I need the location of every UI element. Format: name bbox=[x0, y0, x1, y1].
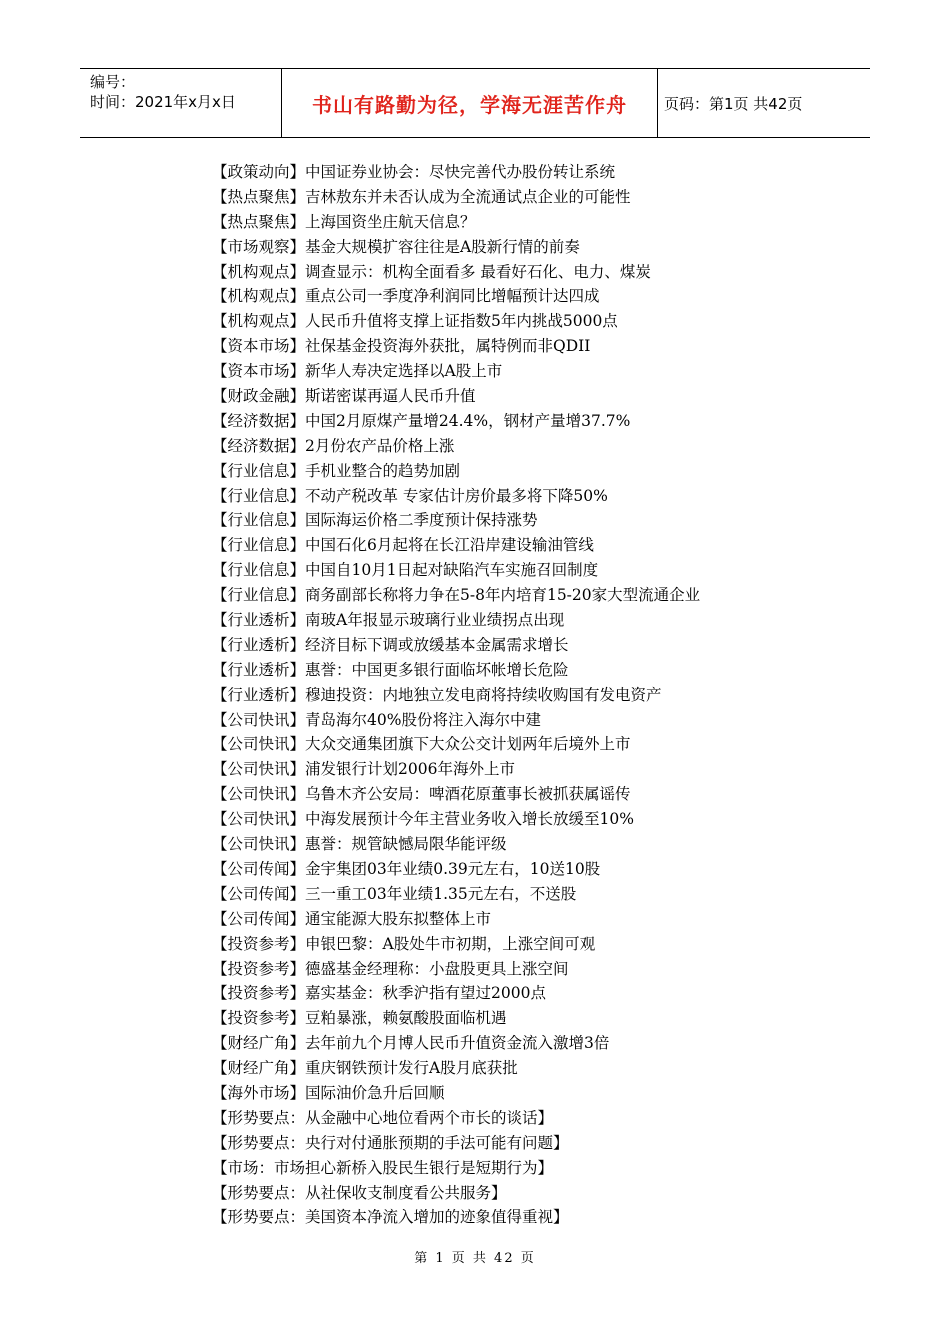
news-headline-item: 【形势要点：从社保收支制度看公共服务】 bbox=[212, 1183, 507, 1202]
header-motto: 书山有路勤为径，学海无涯苦作舟 bbox=[312, 92, 627, 117]
news-headline-item: 【公司快讯】惠誉：规管缺憾局限华能评级 bbox=[212, 835, 507, 854]
news-headline-item: 【形势要点：央行对付通胀预期的手法可能有问题】 bbox=[212, 1133, 569, 1152]
news-headline-item: 【行业信息】不动产税改革 专家估计房价最多将下降50% bbox=[212, 486, 608, 505]
news-headline-item: 【公司传闻】三一重工03年业绩1.35元左右，不送股 bbox=[212, 884, 577, 903]
news-headline-item: 【公司传闻】金宇集团03年业绩0.39元左右，10送10股 bbox=[212, 859, 601, 878]
news-headline-item: 【行业信息】中国石化6月起将在长江沿岸建设输油管线 bbox=[212, 536, 594, 555]
header-page-number: 页码：第1页 共42页 bbox=[664, 94, 803, 113]
news-headline-item: 【行业透析】南玻A年报显示玻璃行业业绩拐点出现 bbox=[212, 611, 565, 630]
news-headline-item: 【政策动向】中国证券业协会：尽快完善代办股份转让系统 bbox=[212, 163, 616, 181]
news-headline-item: 【行业透析】穆迪投资：内地独立发电商将持续收购国有发电资产 bbox=[212, 685, 662, 704]
news-headline-item: 【机构观点】重点公司一季度净利润同比增幅预计达四成 bbox=[212, 287, 600, 306]
news-headline-item: 【公司快讯】青岛海尔40%股份将注入海尔中建 bbox=[212, 710, 541, 729]
news-headline-item: 【热点聚焦】吉林敖东并未否认成为全流通试点企业的可能性 bbox=[212, 187, 631, 206]
news-headline-item: 【资本市场】新华人寿决定选择以A股上市 bbox=[212, 362, 503, 381]
news-headline-item: 【行业信息】商务副部长称将力争在5-8年内培育15-20家大型流通企业 bbox=[212, 586, 701, 605]
page-header bbox=[80, 68, 870, 138]
news-headline-item: 【市场观察】基金大规模扩容往往是A股新行情的前奏 bbox=[212, 237, 580, 256]
page-footer: 第 1 页 共 42 页 bbox=[414, 1251, 536, 1266]
document-number-label: 编号： bbox=[90, 73, 136, 91]
news-headline-item: 【行业透析】经济目标下调或放缓基本金属需求增长 bbox=[212, 635, 569, 654]
news-headline-item: 【机构观点】人民币升值将支撑上证指数5年内挑战5000点 bbox=[212, 312, 618, 331]
news-headline-item: 【行业信息】手机业整合的趋势加剧 bbox=[212, 461, 461, 480]
news-headline-item: 【公司传闻】通宝能源大股东拟整体上市 bbox=[212, 909, 492, 928]
news-headline-item: 【财经广角】去年前九个月博人民币升值资金流入激增3倍 bbox=[212, 1034, 610, 1053]
news-headline-item: 【形势要点：美国资本净流入增加的迹象值得重视】 bbox=[212, 1208, 569, 1227]
news-headline-item: 【机构观点】调查显示：机构全面看多 最看好石化、电力、煤炭 bbox=[212, 262, 651, 281]
header-page-cell bbox=[658, 69, 876, 137]
news-headline-item: 【行业信息】中国自10月1日起对缺陷汽车实施召回制度 bbox=[212, 561, 599, 580]
news-headline-item: 【海外市场】国际油价急升后回顺 bbox=[212, 1083, 445, 1102]
news-headline-item: 【公司快讯】乌鲁木齐公安局：啤酒花原董事长被抓获属谣传 bbox=[212, 785, 631, 804]
news-headline-item: 【行业信息】国际海运价格二季度预计保持涨势 bbox=[212, 511, 538, 530]
document-date-label: 时间：2021年x月x日 bbox=[90, 93, 236, 111]
news-headline-item: 【公司快讯】中海发展预计今年主营业务收入增长放缓至10% bbox=[212, 810, 634, 829]
news-headline-item: 【经济数据】2月份农产品价格上涨 bbox=[212, 436, 455, 455]
news-headline-item: 【市场：市场担心新桥入股民生银行是短期行为】 bbox=[212, 1158, 554, 1177]
header-info-cell bbox=[80, 69, 282, 137]
news-headline-item: 【热点聚焦】上海国资坐庄航天信息？ bbox=[212, 212, 476, 231]
news-headline-list bbox=[212, 160, 862, 1230]
news-headline-item: 【投资参考】嘉实基金：秋季沪指有望过2000点 bbox=[212, 984, 546, 1003]
news-headline-item: 【投资参考】申银巴黎：A股处牛市初期，上涨空间可观 bbox=[212, 934, 596, 953]
news-headline-item: 【财政金融】斯诺密谋再逼人民币升值 bbox=[212, 387, 476, 406]
news-headline-item: 【形势要点：从金融中心地位看两个市长的谈话】 bbox=[212, 1108, 554, 1127]
news-headline-item: 【行业透析】惠誉：中国更多银行面临坏帐增长危险 bbox=[212, 660, 569, 679]
news-headline-item: 【资本市场】社保基金投资海外获批，属特例而非QDII bbox=[212, 337, 591, 356]
news-headline-item: 【经济数据】中国2月原煤产量增24.4%，钢材产量增37.7% bbox=[212, 411, 631, 430]
news-headline-item: 【投资参考】德盛基金经理称：小盘股更具上涨空间 bbox=[212, 959, 569, 978]
news-headline-item: 【公司快讯】大众交通集团旗下大众公交计划两年后境外上市 bbox=[212, 735, 631, 754]
news-headline-item: 【投资参考】豆粕暴涨，赖氨酸股面临机遇 bbox=[212, 1009, 507, 1028]
news-headline-item: 【财经广角】重庆钢铁预计发行A股月底获批 bbox=[212, 1059, 518, 1078]
news-headline-item: 【公司快讯】浦发银行计划2006年海外上市 bbox=[212, 760, 515, 779]
header-motto-cell bbox=[282, 69, 658, 137]
